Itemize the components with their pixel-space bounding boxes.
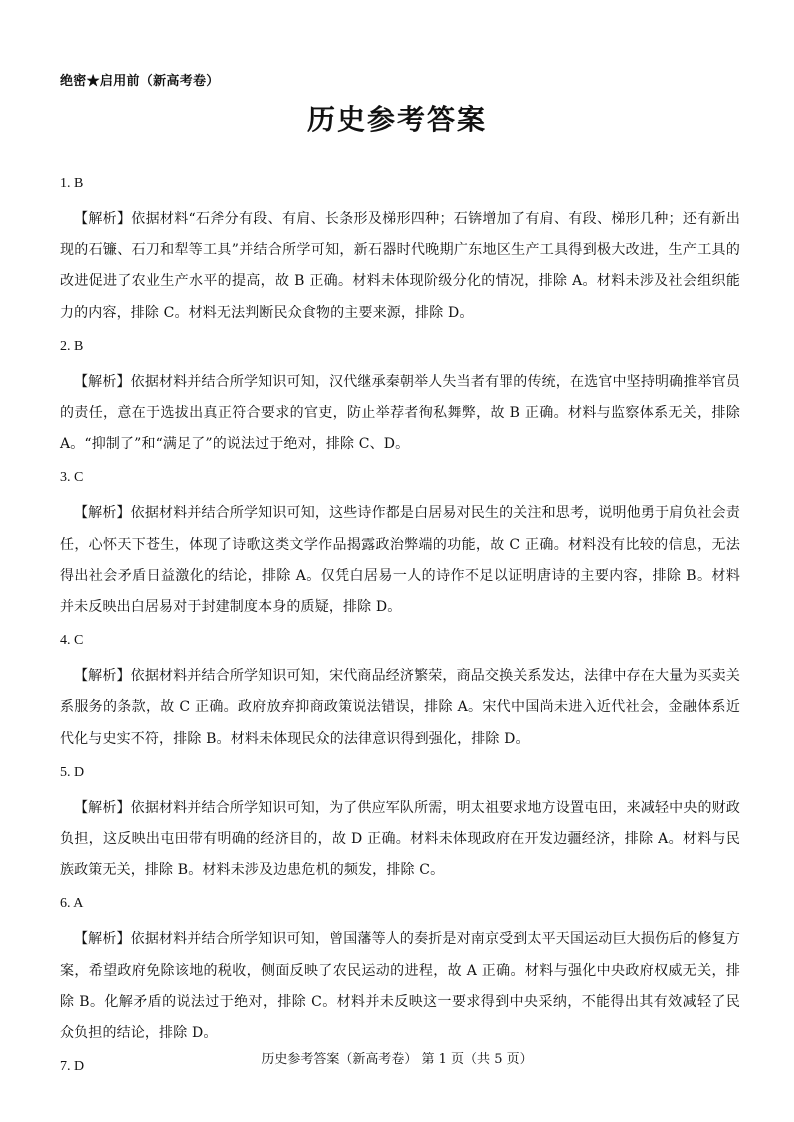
page-title: 历史参考答案 (306, 103, 487, 136)
answer-number: 4. C (60, 633, 84, 649)
answer-number: 5. D (60, 764, 85, 780)
answer-number: 6. A (60, 896, 84, 912)
answer-analysis: 【解析】依据材料“石斧分有段、有肩、长条形及梯形四种；石锛增加了有肩、有段、梯形几种；还有新出现的石镰、石刀和犁等工具”并结合所学可知，新石器时代晚期广东地区生产工具得到极大改进，生产工具的改进促进了农业生产水平的提高，故 B 正确。材料未体现阶级分化的情况，排除 A。材料未涉及社会组织能力的内容，排除 C。材料无法判断民众食物的主要来源，排除 D。 (60, 211, 740, 321)
answer-analysis: 【解析】依据材料并结合所学知识可知，为了供应军队所需，明太祖要求地方设置屯田，来减轻中央的财政负担，这反映出屯田带有明确的经济目的，故 D 正确。材料未体现政府在开发边疆经济，排除 A。材料与民族政策无关，排除 B。材料未涉及边患危机的频发，排除 C。 (60, 799, 740, 879)
confidential-label: 绝密★启用前（新高考卷） (60, 74, 220, 89)
answer-analysis: 【解析】依据材料并结合所学知识可知，汉代继承秦朝举人失当者有罪的传统，在选官中坚持明确推举官员的责任，意在于选拔出真正符合要求的官吏，防止举荐者徇私舞弊，故 B 正确。材料与监察体系无关，排除 A。“抑制了”和“满足了”的说法过于绝对，排除 C、D。 (60, 373, 740, 453)
answer-list (60, 174, 740, 1087)
answer-analysis: 【解析】依据材料并结合所学知识可知，曾国藩等人的奏折是对南京受到太平天国运动巨大损伤后的修复方案，希望政府免除该地的税收，侧面反映了农民运动的进程，故 A 正确。材料与强化中央政府权威无关，排除 B。化解矛盾的说法过于绝对，排除 C。材料并未反映这一要求得到中央采纳，不能得出其有效减轻了民众负担的结论，排除 D。 (60, 931, 740, 1042)
answer-number: 1. B (60, 176, 84, 191)
answer-item-2 (60, 337, 740, 461)
answer-item-4 (60, 631, 740, 755)
answer-item-6 (60, 894, 740, 1049)
answer-analysis: 【解析】依据材料并结合所学知识可知，宋代商品经济繁荣，商品交换关系发达，法律中存在大量为买卖关系服务的条款，故 C 正确。政府放弃抑商政策说法错误，排除 A。宋代中国尚未进入近代社会，金融体系近代化与史实不符，排除 B。材料未体现民众的法律意识得到强化，排除 D。 (60, 668, 740, 747)
answer-item-5 (60, 763, 740, 887)
answer-number: 7. D (60, 1059, 85, 1075)
page-footer: 历史参考答案（新高考卷） 第 1 页（共 5 页） (261, 1052, 533, 1067)
answer-item-1 (60, 174, 740, 329)
answer-analysis: 【解析】依据材料并结合所学知识可知，这些诗作都是白居易对民生的关注和思考，说明他勇于肩负社会责任，心怀天下苍生，体现了诗歌这类文学作品揭露政治弊端的功能，故 C 正确。材料没有比较的信息，无法得出社会矛盾日益激化的结论，排除 A。仅凭白居易一人的诗作不足以证明唐诗的主要内容，排除 B。材料并未反映出白居易对于封建制度本身的质疑，排除 D。 (60, 505, 740, 616)
answer-number: 2. B (60, 338, 84, 354)
answer-item-3 (60, 468, 740, 623)
answer-number: 3. C (60, 470, 84, 486)
